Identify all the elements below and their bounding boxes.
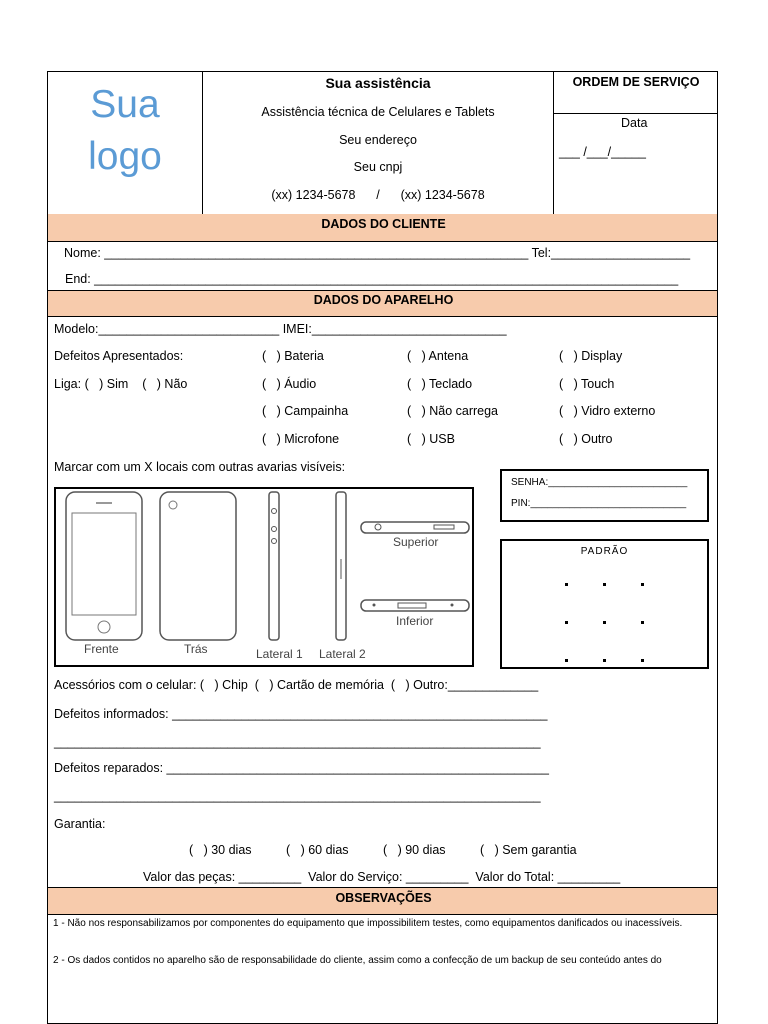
pattern-dot[interactable] bbox=[603, 583, 606, 586]
option-battery[interactable]: ( ) Bateria bbox=[262, 349, 324, 363]
pattern-dot[interactable] bbox=[565, 583, 568, 586]
pattern-dot[interactable] bbox=[565, 659, 568, 662]
pattern-dot[interactable] bbox=[641, 583, 644, 586]
observation-item-2: 2 - Os dados contidos no aparelho são de responsabilidade do cliente, assim como a confecção de um backup de seu conteúdo antes do bbox=[53, 955, 662, 966]
option-external-glass[interactable]: ( ) Vidro externo bbox=[559, 404, 656, 418]
option-antenna[interactable]: ( ) Antena bbox=[407, 349, 469, 363]
client-name-field[interactable]: Nome: _____________________________________________________________ Tel:____________________ bbox=[64, 246, 691, 260]
date-label: Data bbox=[621, 116, 648, 130]
diagram-label-top: Superior bbox=[393, 535, 439, 549]
company-address: Seu endereço bbox=[339, 133, 417, 147]
company-name: Sua assistência bbox=[325, 75, 431, 91]
damage-label: Marcar com um X locais com outras avarias visíveis: bbox=[54, 460, 346, 474]
option-audio[interactable]: ( ) Áudio bbox=[262, 377, 317, 391]
pattern-box[interactable] bbox=[500, 539, 709, 669]
device-section-header: DADOS DO APARELHO bbox=[48, 290, 718, 317]
phone-diagram-drawing bbox=[56, 489, 472, 665]
company-phones: (xx) 1234-5678 / (xx) 1234-5678 bbox=[271, 188, 485, 202]
diagram-label-front: Frente bbox=[84, 642, 119, 656]
form-header bbox=[48, 72, 718, 215]
company-cnpj: Seu cnpj bbox=[353, 160, 403, 174]
reported-defects-field[interactable]: Defeitos informados: ______________________________________________________ bbox=[54, 707, 548, 721]
option-touch[interactable]: ( ) Touch bbox=[559, 377, 615, 391]
pattern-dot[interactable] bbox=[603, 659, 606, 662]
diagram-label-side1: Lateral 1 bbox=[256, 647, 303, 661]
warranty-30-days[interactable]: ( ) 30 dias bbox=[189, 843, 252, 857]
phone-top-icon bbox=[361, 522, 469, 533]
logo-placeholder bbox=[48, 72, 203, 214]
date-field[interactable]: ___ /___/_____ bbox=[559, 145, 646, 159]
client-section-header: DADOS DO CLIENTE bbox=[48, 214, 718, 242]
accessories-field[interactable]: Acessórios com o celular: ( ) Chip ( ) Cartão de memória ( ) Outro:_____________ bbox=[54, 678, 539, 692]
phone-side1-icon bbox=[269, 492, 279, 640]
repaired-defects-continued[interactable]: ______________________________________________________________________ bbox=[54, 789, 541, 803]
company-info bbox=[203, 72, 554, 214]
diagram-label-bottom: Inferior bbox=[396, 614, 434, 628]
warranty-60-days[interactable]: ( ) 60 dias bbox=[286, 843, 349, 857]
password-field[interactable]: SENHA:_________________________ bbox=[511, 477, 688, 488]
pattern-dot[interactable] bbox=[641, 621, 644, 624]
pin-field[interactable]: PIN:____________________________ bbox=[511, 498, 687, 509]
phone-back-icon bbox=[160, 492, 236, 640]
pattern-label: PADRÃO bbox=[580, 546, 629, 557]
option-display[interactable]: ( ) Display bbox=[559, 349, 623, 363]
repaired-defects-field[interactable]: Defeitos reparados: _______________________________________________________ bbox=[54, 761, 549, 775]
reported-defects-continued[interactable]: ______________________________________________________________________ bbox=[54, 735, 541, 749]
defects-label: Defeitos Apresentados: bbox=[54, 349, 184, 363]
phone-bottom-icon bbox=[361, 600, 469, 611]
values-field[interactable]: Valor das peças: _________ Valor do Serviço: _________ Valor do Total: _________ bbox=[143, 870, 621, 884]
pattern-dot[interactable] bbox=[603, 621, 606, 624]
option-ringer[interactable]: ( ) Campainha bbox=[262, 404, 349, 418]
pattern-dot[interactable] bbox=[641, 659, 644, 662]
phone-front-icon bbox=[66, 492, 142, 640]
company-description: Assistência técnica de Celulares e Tablets bbox=[261, 105, 495, 119]
option-usb[interactable]: ( ) USB bbox=[407, 432, 455, 446]
logo-line-2: logo bbox=[88, 135, 162, 178]
diagram-label-back: Trás bbox=[184, 642, 208, 656]
option-keyboard[interactable]: ( ) Teclado bbox=[407, 377, 473, 391]
pattern-dot[interactable] bbox=[565, 621, 568, 624]
option-microphone[interactable]: ( ) Microfone bbox=[262, 432, 340, 446]
phone-side2-icon bbox=[336, 492, 346, 640]
model-imei-field[interactable]: Modelo:__________________________ IMEI:____________________________ bbox=[54, 322, 507, 336]
logo-line-1: Sua bbox=[90, 83, 160, 126]
option-not-charging[interactable]: ( ) Não carrega bbox=[407, 404, 499, 418]
warranty-90-days[interactable]: ( ) 90 dias bbox=[383, 843, 446, 857]
order-title: ORDEM DE SERVIÇO bbox=[553, 72, 718, 114]
phone-diagram[interactable] bbox=[54, 487, 474, 667]
observation-item-1: 1 - Não nos responsabilizamos por componentes do equipamento que impossibilitem testes, como equipamentos danificados ou inacessíveis. bbox=[53, 918, 683, 929]
password-box bbox=[500, 469, 709, 522]
warranty-none[interactable]: ( ) Sem garantia bbox=[480, 843, 577, 857]
observations-section-header: OBSERVAÇÕES bbox=[48, 887, 718, 915]
power-on-options[interactable]: Liga: ( ) Sim ( ) Não bbox=[54, 377, 188, 391]
date-area bbox=[553, 114, 718, 214]
option-other[interactable]: ( ) Outro bbox=[559, 432, 613, 446]
service-order-form bbox=[47, 71, 718, 1024]
diagram-label-side2: Lateral 2 bbox=[319, 647, 366, 661]
client-address-field[interactable]: End: ____________________________________________________________________________________ bbox=[65, 272, 679, 286]
warranty-label: Garantia: bbox=[54, 817, 106, 831]
